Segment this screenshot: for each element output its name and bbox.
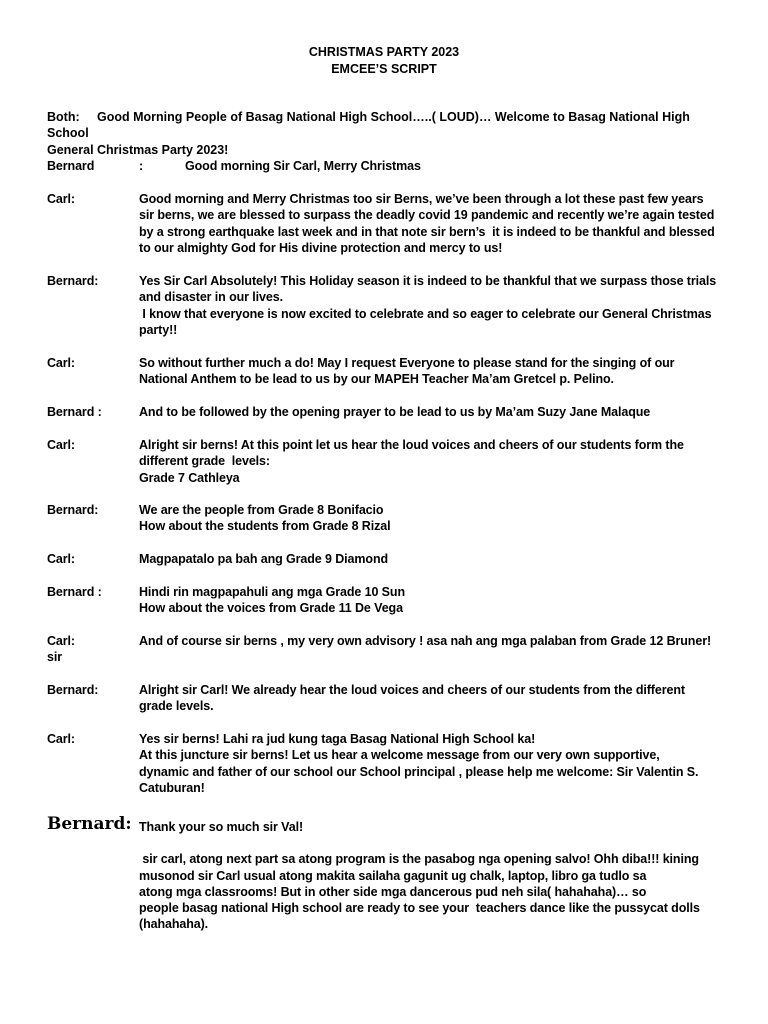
speaker-label: Carl: (47, 732, 75, 746)
dialogue-line: and disaster in our lives. (139, 290, 283, 305)
dialogue-line: Alright sir berns! At this point let us hear the loud voices and cheers of our students form the (139, 438, 684, 452)
dialogue-text (139, 191, 729, 256)
dialogue-text (139, 273, 729, 338)
dialogue-line: Alright sir Carl! We already hear the loud voices and cheers of our students from the different (139, 683, 685, 697)
speaker-label: Bernard (47, 159, 95, 173)
dialogue-line: party!! (139, 322, 178, 337)
dialogue-line: by a strong earthquake last week and in that note sir bern’s it is indeed to be thankful and blessed (139, 224, 715, 239)
dialogue-line: (hahahaha). (139, 917, 209, 932)
intro-line-2: General Christmas Party 2023! (47, 142, 229, 157)
dialogue-line: We are the people from Grade 8 Bonifacio (139, 503, 384, 517)
dialogue-line: Good morning Sir Carl, Merry Christmas (185, 159, 421, 173)
closing-speaker-label: Bernard: (47, 814, 132, 834)
dialogue-line: sir berns, we are blessed to surpass the deadly covid 19 pandemic and recently we’re again tested (139, 208, 715, 223)
dialogue-line: How about the students from Grade 8 Rizal (139, 519, 391, 534)
dialogue-line: How about the voices from Grade 11 De Vega (139, 601, 403, 616)
dialogue-text (139, 355, 729, 388)
speaker-label: Bernard: (47, 683, 99, 697)
speaker-label: Carl: (47, 356, 75, 370)
speaker-colon: : (139, 159, 144, 173)
dialogue-line: sir carl, atong next part sa atong program is the pasabog nga opening salvo! Ohh diba!!! kining (139, 852, 699, 867)
document-title: CHRISTMAS PARTY 2023 (308, 45, 460, 59)
dialogue-line: Magpapatalo pa bah ang Grade 9 Diamond (139, 552, 389, 566)
speaker-label: Carl: (47, 552, 75, 566)
intro-line-1: Good Morning People of Basag National High School…..( LOUD)… Welcome to Basag National High School (47, 110, 690, 141)
speaker-label: Carl: (47, 192, 75, 206)
dialogue-line: So without further much a do! May I request Everyone to please stand for the singing of our (139, 356, 675, 370)
dialogue-line: Hindi rin magpapahuli ang mga Grade 10 Sun (139, 585, 405, 599)
dialogue-text (139, 682, 729, 715)
dialogue-text (139, 551, 729, 567)
dialogue-text (139, 404, 729, 420)
speaker-label: Bernard: (47, 274, 99, 288)
intro-paragraph (47, 109, 727, 158)
speaker-label: Carl: (47, 438, 75, 452)
closing-thanks: Thank your so much sir Val! (139, 820, 304, 834)
dialogue-text (139, 819, 729, 933)
dialogue-line: At this juncture sir berns! Let us hear a welcome message from our very own supportive, (139, 748, 660, 763)
dialogue-line: musonod sir Carl usual atong makita sailaha gagunit ug chalk, laptop, libro ga tudlo sa (139, 868, 647, 883)
dialogue-line: people basag national High school are ready to see your teachers dance like the pussycat dolls (139, 901, 700, 916)
dialogue-line: Yes Sir Carl Absolutely! This Holiday season it is indeed to be thankful that we surpass those trials (139, 274, 717, 288)
dialogue-line: Yes sir berns! Lahi ra jud kung taga Basag National High School ka! (139, 732, 536, 746)
dialogue-text (139, 437, 729, 486)
document-subtitle: EMCEE’S SCRIPT (331, 62, 437, 76)
dialogue-line: And of course sir berns , my very own advisory ! asa nah ang mga palaban from Grade 12 Bruner! (139, 634, 712, 648)
dialogue-text (139, 584, 729, 617)
dialogue-text (139, 633, 729, 649)
speaker-label: Bernard : (47, 405, 102, 419)
speaker-label: Bernard : (47, 585, 102, 599)
dialogue-line: Good morning and Merry Christmas too sir Berns, we’ve been through a lot these past few years (139, 192, 704, 206)
dialogue-line: Grade 7 Cathleya (139, 470, 240, 485)
paragraph-gap (139, 835, 729, 851)
intro-speaker: Both: (47, 110, 80, 124)
dialogue-line: to our almighty God for His divine protection and mercy to us! (139, 240, 503, 255)
speaker-label: Carl: sir (47, 634, 75, 665)
dialogue-line: And to be followed by the opening prayer to be lead to us by Ma’am Suzy Jane Malaque (139, 405, 651, 419)
dialogue-text (139, 731, 729, 796)
dialogue-line: dynamic and father of our school our School principal , please help me welcome: Sir Valentin S. (139, 764, 699, 779)
dialogue-line: Catuburan! (139, 780, 205, 795)
speaker-label: Bernard: (47, 503, 99, 517)
dialogue-line: atong mga classrooms! But in other side mga dancerous pud neh sila( hahahaha)… so (139, 884, 647, 899)
dialogue-line: I know that everyone is now excited to celebrate and so eager to celebrate our General Christmas (139, 306, 712, 321)
dialogue-line: grade levels. (139, 699, 214, 714)
dialogue-text (139, 502, 729, 535)
dialogue-line: different grade levels: (139, 454, 270, 469)
dialogue-line: National Anthem to be lead to us by our MAPEH Teacher Ma’am Gretcel p. Pelino. (139, 372, 614, 387)
